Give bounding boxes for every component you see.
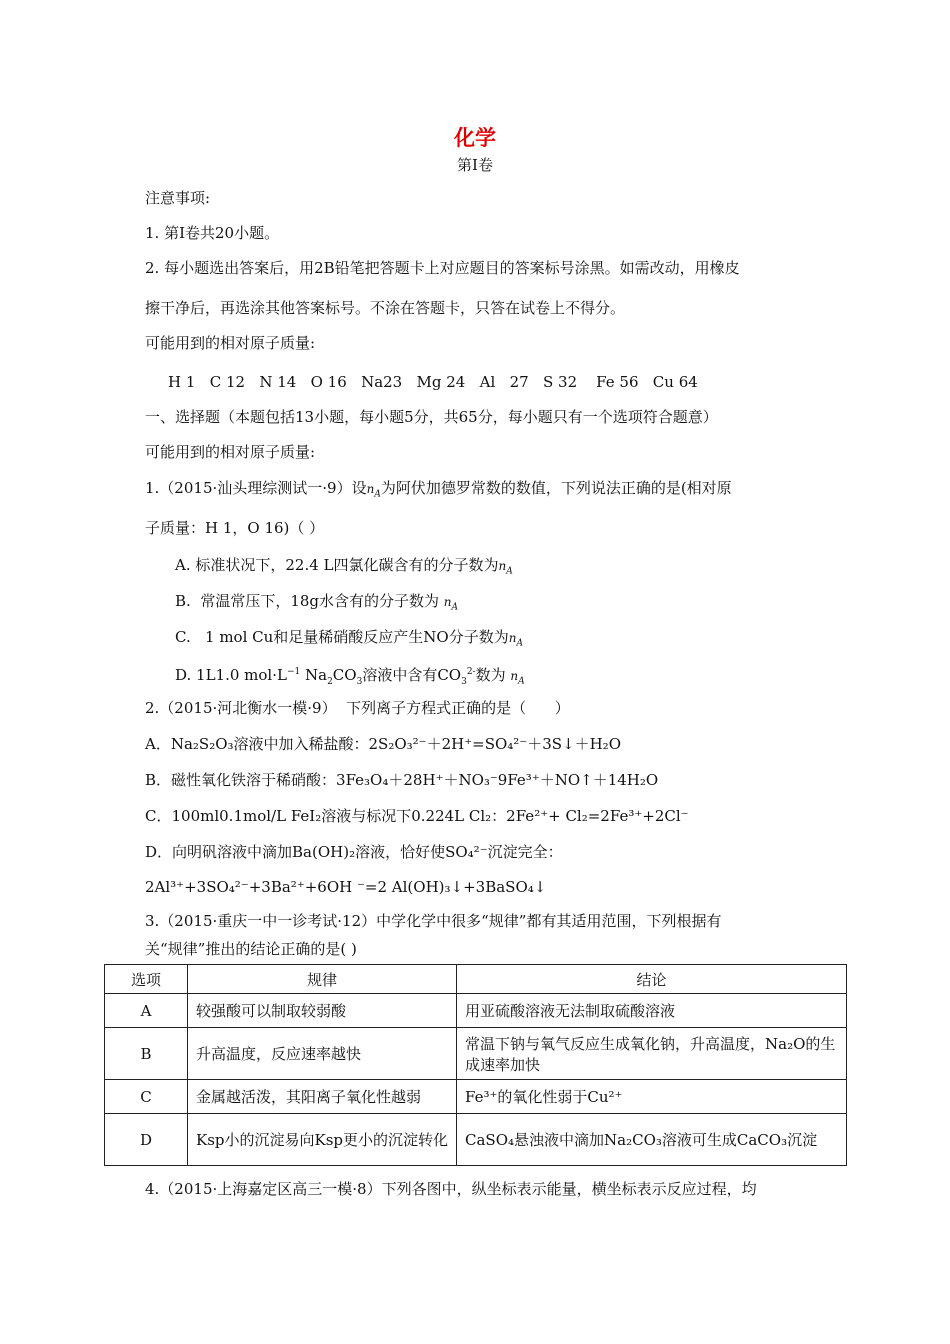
atoms-label: 可能用到的相对原子质量: bbox=[145, 334, 316, 352]
q1-option-b: B. 常温常压下，18g水含有的分子数为 $n_A$ bbox=[175, 592, 459, 613]
notes-item-2b: 擦干净后，再选涂其他答案标号。不涂在答题卡，只答在试卷上不得分。 bbox=[145, 299, 626, 317]
atoms-values: H 1 C 12 N 14 O 16 Na23 Mg 24 Al 27 S 32 Fe 56 Cu 64 bbox=[168, 373, 698, 391]
table-row: C 金属越活泼，其阳离子氧化性越弱 Fe³⁺的氧化性弱于Cu²⁺ bbox=[105, 1080, 847, 1114]
q2-option-c: C．100ml0.1mol/L FeI₂溶液与标况下0.224L Cl₂：2Fe²⁺+ Cl₂=2Fe³⁺+2Cl⁻ bbox=[145, 807, 689, 825]
table-header-row bbox=[105, 965, 847, 994]
q4-stem: 4.（2015·上海嘉定区高三一模·8）下列各图中，纵坐标表示能量，横坐标表示反应过程，均 bbox=[145, 1180, 757, 1198]
q2-option-d: D．向明矾溶液中滴加Ba(OH)₂溶液，恰好使SO₄²⁻沉淀完全： bbox=[145, 843, 563, 861]
q2-option-b: B．磁性氧化铁溶于稀硝酸：3Fe₃O₄＋28H⁺＋NO₃⁻9Fe³⁺＋NO↑＋14H₂O bbox=[145, 771, 659, 789]
q1-stem: 1.（2015·汕头理综测试一·9）设$n_A$为阿伏加德罗常数的数值，下列说法正确的是(相对原 bbox=[145, 479, 732, 500]
q2-stem: 2.（2015·河北衡水一模·9） 下列离子方程式正确的是（ ） bbox=[145, 699, 570, 717]
section-heading: 一、选择题（本题包括13小题，每小题5分，共65分，每小题只有一个选项符合题意） bbox=[145, 408, 718, 426]
page-subtitle: 第Ⅰ卷 bbox=[457, 156, 493, 174]
table-header: 选项 bbox=[105, 965, 188, 994]
q1-stem-cont: 子质量：H 1，O 16)（ ） bbox=[145, 519, 325, 537]
section-atoms-label: 可能用到的相对原子质量: bbox=[145, 443, 316, 461]
page-title: 化学 bbox=[454, 125, 496, 150]
table-row: D Ksp小的沉淀易向Ksp更小的沉淀转化 CaSO₄悬浊液中滴加Na₂CO₃溶液可生成CaCO₃沉淀 bbox=[105, 1114, 847, 1166]
notes-item-2a: 2. 每小题选出答案后，用2B铅笔把答题卡上对应题目的答案标号涂黑。如需改动，用橡皮 bbox=[145, 259, 740, 277]
notes-item-1: 1. 第Ⅰ卷共20小题。 bbox=[145, 224, 280, 242]
table-header: 规律 bbox=[188, 965, 457, 994]
q3-table bbox=[104, 964, 847, 1166]
q1-option-a: A. 标准状况下，22.4 L四氯化碳含有的分子数为$n_A$ bbox=[175, 556, 513, 577]
q1-option-c: C. 1 mol Cu和足量稀硝酸反应产生NO分子数为$n_A$ bbox=[175, 628, 523, 649]
table-header: 结论 bbox=[457, 965, 847, 994]
q3-stem-cont: 关“规律”推出的结论正确的是( ) bbox=[145, 940, 357, 958]
notes-heading: 注意事项: bbox=[145, 189, 211, 207]
na-symbol: $n_A$ bbox=[366, 482, 381, 500]
table-row: B 升高温度，反应速率越快 常温下钠与氧气反应生成氧化钠，升高温度，Na₂O的生成速率加快 bbox=[105, 1028, 847, 1080]
table-row: A 较强酸可以制取较弱酸 用亚硫酸溶液无法制取硫酸溶液 bbox=[105, 994, 847, 1028]
q2-option-a: A．Na₂S₂O₃溶液中加入稀盐酸：2S₂O₃²⁻＋2H⁺=SO₄²⁻＋3S↓＋H₂O bbox=[145, 735, 621, 753]
q1-option-d: D. 1L1.0 $mol\cdot L^{-1}$ $Na_2CO_3$溶液中含有$CO_3^{2-}$数为 $n_A$ bbox=[175, 666, 525, 687]
q2-option-d-equation: 2Al³⁺+3SO₄²⁻+3Ba²⁺+6OH ⁻=2 Al(OH)₃↓+3BaSO₄↓ bbox=[145, 878, 547, 896]
q3-stem: 3.（2015·重庆一中一诊考试·12）中学化学中很多“规律”都有其适用范围，下列根据有 bbox=[145, 912, 722, 930]
